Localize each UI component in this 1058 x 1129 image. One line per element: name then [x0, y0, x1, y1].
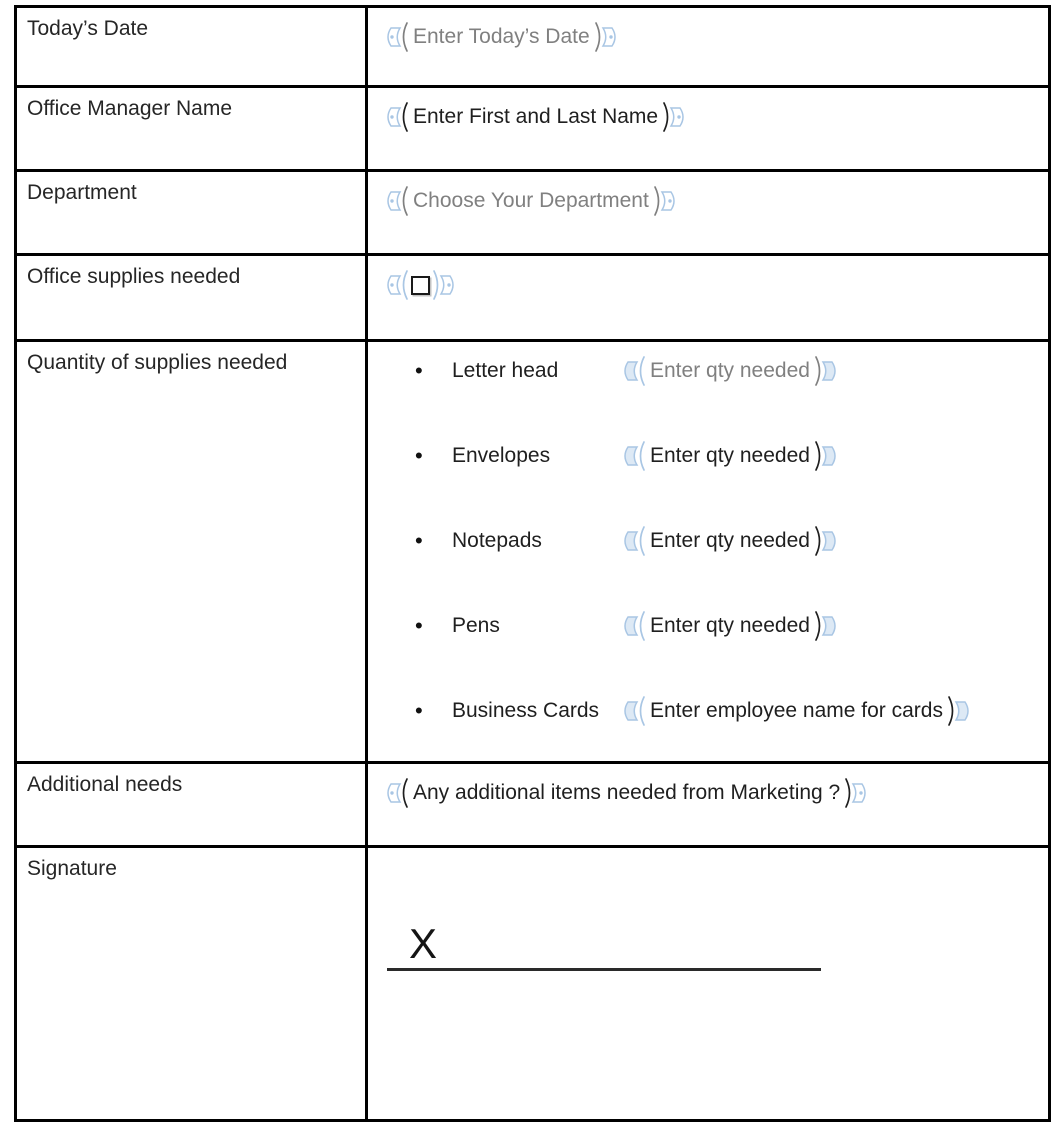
table-row-todays-date — [17, 8, 1048, 88]
department-label: Department — [17, 172, 368, 253]
office-supplies-cell — [368, 256, 1048, 339]
additional-needs-cell — [368, 764, 1048, 845]
supply-qty-placeholder: Enter qty needed — [650, 444, 810, 468]
supply-item-row — [368, 352, 1048, 390]
todays-date-placeholder: Enter Today’s Date — [413, 25, 590, 49]
supply-qty-placeholder: Enter qty needed — [650, 614, 810, 638]
table-row-office-supplies — [17, 256, 1048, 342]
signature-line[interactable] — [387, 922, 821, 971]
bullet-icon: • — [415, 613, 423, 638]
additional-needs-label: Additional needs — [17, 764, 368, 845]
order-form-table — [14, 5, 1051, 1122]
supply-qty-placeholder: Enter qty needed — [650, 359, 810, 383]
bullet-icon: • — [415, 358, 423, 383]
department-cell — [368, 172, 1048, 253]
office-supplies-label: Office supplies needed — [17, 256, 368, 339]
supply-item-label: Pens — [452, 614, 500, 637]
bullet-icon: • — [415, 698, 423, 723]
content-control-start-tag-icon — [617, 352, 647, 390]
content-control-start-tag-icon — [380, 18, 410, 56]
content-control-end-tag-icon — [813, 607, 843, 645]
content-control-end-tag-icon — [843, 774, 873, 812]
content-control-end-tag-icon — [652, 182, 682, 220]
office-manager-label: Office Manager Name — [17, 88, 368, 169]
supply-item-label: Business Cards — [452, 699, 600, 722]
supply-item-row — [368, 522, 1048, 560]
office-manager-cell — [368, 88, 1048, 169]
supply-item-row — [368, 437, 1048, 475]
signature-x-mark: X — [409, 920, 438, 967]
supply-qty-input[interactable] — [617, 692, 976, 730]
supply-qty-placeholder: Enter employee name for cards — [650, 699, 943, 723]
supply-item-label: Letter head — [452, 359, 559, 382]
supply-qty-input[interactable] — [617, 607, 843, 645]
content-control-start-tag-icon — [380, 774, 410, 812]
content-control-end-tag-icon — [813, 352, 843, 390]
table-row-signature — [17, 848, 1048, 1119]
table-row-department — [17, 172, 1048, 256]
supply-items — [368, 342, 1048, 761]
todays-date-input[interactable] — [380, 18, 623, 56]
bullet-icon: • — [415, 443, 423, 468]
office-supplies-checkbox-control — [380, 266, 461, 304]
quantity-label: Quantity of supplies needed — [17, 342, 368, 761]
supply-item-row — [368, 607, 1048, 645]
content-control-start-tag-icon — [380, 266, 410, 304]
supply-item-label: Notepads — [452, 529, 542, 552]
signature-label: Signature — [17, 848, 368, 1119]
table-row-additional-needs — [17, 764, 1048, 848]
content-control-end-tag-icon — [431, 266, 461, 304]
supply-qty-input[interactable] — [617, 437, 843, 475]
additional-needs-placeholder: Any additional items needed from Marketing ? — [413, 781, 841, 805]
supply-qty-placeholder: Enter qty needed — [650, 529, 810, 553]
supply-item-row — [368, 692, 1048, 730]
content-control-end-tag-icon — [593, 18, 623, 56]
content-control-start-tag-icon — [617, 437, 647, 475]
content-control-end-tag-icon — [813, 437, 843, 475]
content-control-start-tag-icon — [617, 692, 647, 730]
content-control-end-tag-icon — [813, 522, 843, 560]
supply-qty-input[interactable] — [617, 522, 843, 560]
content-control-start-tag-icon — [380, 182, 410, 220]
office-manager-input[interactable] — [380, 98, 691, 136]
bullet-icon: • — [415, 528, 423, 553]
signature-cell — [368, 848, 1048, 1119]
department-placeholder: Choose Your Department — [413, 189, 649, 213]
todays-date-cell — [368, 8, 1048, 85]
table-row-quantity — [17, 342, 1048, 764]
supply-item-label: Envelopes — [452, 444, 551, 467]
content-control-start-tag-icon — [380, 98, 410, 136]
todays-date-label: Today’s Date — [17, 8, 368, 85]
department-select[interactable] — [380, 182, 682, 220]
content-control-end-tag-icon — [661, 98, 691, 136]
office-supplies-checkbox[interactable] — [411, 276, 430, 295]
supply-qty-input[interactable] — [617, 352, 843, 390]
table-row-office-manager — [17, 88, 1048, 172]
additional-needs-input[interactable] — [380, 774, 873, 812]
content-control-start-tag-icon — [617, 522, 647, 560]
content-control-start-tag-icon — [617, 607, 647, 645]
content-control-end-tag-icon — [946, 692, 976, 730]
office-manager-placeholder: Enter First and Last Name — [413, 105, 659, 129]
